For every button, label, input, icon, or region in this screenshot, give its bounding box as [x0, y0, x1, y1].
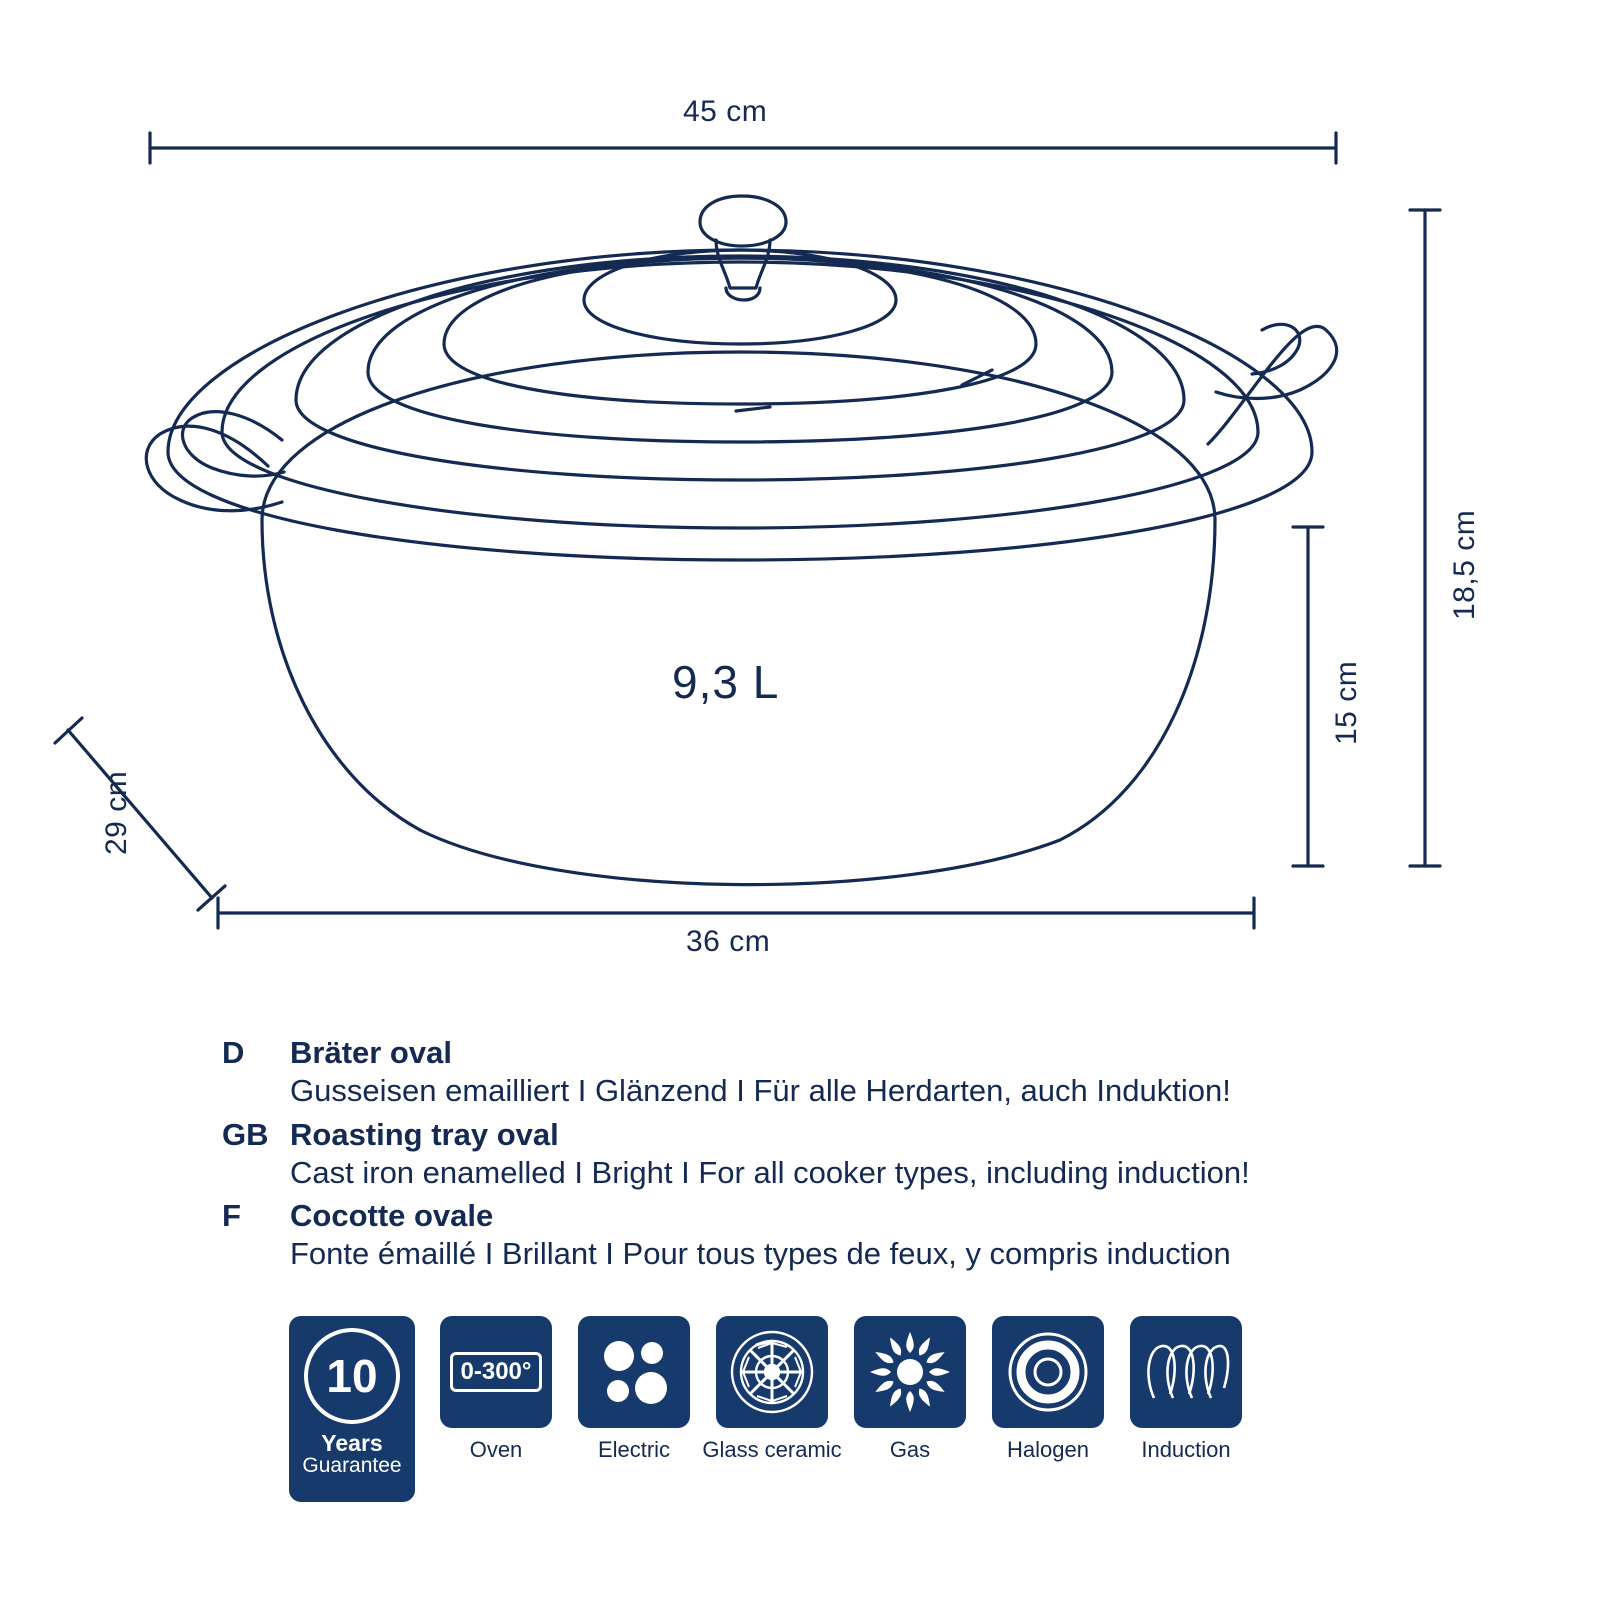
dimension-line-width-top: [150, 133, 1336, 163]
icon-cell-induction: [1128, 1316, 1244, 1463]
dimension-line-height-outer: [1410, 210, 1440, 866]
language-code-fr: F: [222, 1198, 241, 1234]
product-desc-gb: Cast iron enamelled I Bright I For all cooker types, including induction!: [290, 1154, 1250, 1190]
product-description-block: [222, 1035, 1482, 1280]
glass-ceramic-icon: [716, 1316, 828, 1428]
icon-cell-oven: [438, 1316, 554, 1463]
dimension-line-width-bottom: [218, 898, 1254, 928]
halogen-icon: [992, 1316, 1104, 1428]
electric-icon: [578, 1316, 690, 1428]
icon-cell-gas: [852, 1316, 968, 1463]
guarantee-sub-label: Guarantee: [302, 1454, 402, 1478]
oven-temperature-label: 0-300°: [450, 1352, 543, 1392]
guarantee-number: 10: [304, 1328, 400, 1424]
language-code-de: D: [222, 1035, 245, 1070]
dimension-label-depth: 29 cm: [100, 770, 133, 855]
product-title-de: Bräter oval: [290, 1035, 452, 1070]
icon-caption-glass-ceramic: Glass ceramic: [702, 1437, 842, 1462]
language-row-gb: [222, 1117, 1482, 1153]
compatibility-icon-row: [288, 1316, 1244, 1502]
lid-knob: [700, 196, 786, 300]
language-row-de: [222, 1035, 1482, 1071]
oven-icon: [440, 1316, 552, 1428]
icon-cell-electric: [576, 1316, 692, 1463]
icon-caption-induction: Induction: [1141, 1437, 1231, 1462]
guarantee-box: [289, 1316, 415, 1502]
dimension-line-depth: [55, 718, 225, 910]
gas-icon: [854, 1316, 966, 1428]
induction-icon: [1130, 1316, 1242, 1428]
icon-cell-glass-ceramic: [702, 1316, 842, 1463]
guarantee-years-label: Years: [321, 1430, 383, 1456]
product-title-gb: Roasting tray oval: [290, 1116, 559, 1152]
icon-cell-halogen: [990, 1316, 1106, 1463]
dimension-label-width-top: 45 cm: [683, 95, 768, 128]
product-desc-de: Gusseisen emailliert I Glänzend I Für alle Herdarten, auch Induktion!: [290, 1073, 1231, 1108]
language-row-fr: [222, 1198, 1482, 1234]
icon-caption-oven: Oven: [469, 1437, 523, 1462]
volume-label: 9,3 L: [672, 656, 780, 708]
dimension-line-height-inner: [1293, 527, 1323, 866]
icon-caption-electric: Electric: [597, 1437, 671, 1462]
product-title-fr: Cocotte ovale: [290, 1198, 494, 1234]
dimension-label-width-bottom: 36 cm: [686, 925, 771, 958]
icon-caption-halogen: Halogen: [1007, 1437, 1089, 1462]
icon-caption-gas: Gas: [889, 1437, 931, 1462]
dimension-label-height-outer: 18,5 cm: [1448, 509, 1481, 620]
product-desc-fr: Fonte émaillé I Brillant I Pour tous types de feux, y compris induction: [290, 1236, 1231, 1272]
pot-body: [262, 352, 1215, 885]
guarantee-badge: [288, 1316, 416, 1502]
language-code-gb: GB: [222, 1116, 269, 1152]
dimension-label-height-inner: 15 cm: [1330, 660, 1363, 745]
pot-lid: [168, 250, 1312, 560]
